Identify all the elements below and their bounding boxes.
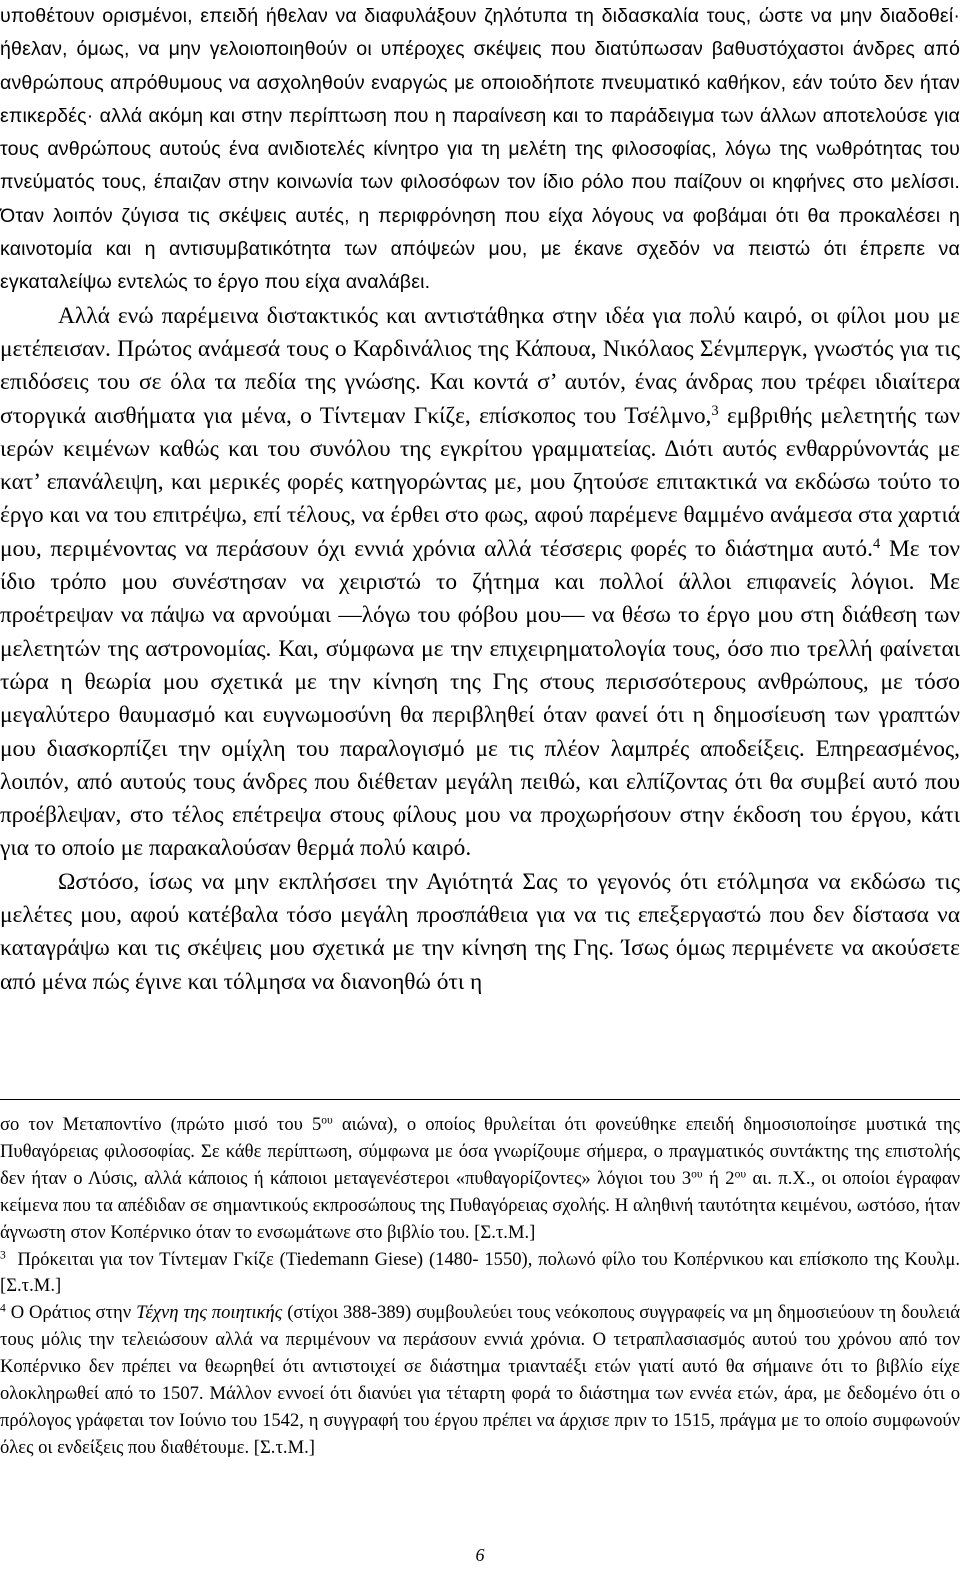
- paragraph-2-part-b: εμβριθής μελετητής των ιερών κειμένων καθώς και του συνόλου της εγκρίτου γραμματείας. Διότι αυτός ενθαρρύνοντάς με κατ’ επανάλειψη, και μερικές φορές κατηγορώντας με, μου ζητούσε επιτακτικά να εκδώσω τούτο το έργο και να του επιτρέψω, επί τέλους, να έρθει στο φως, αφού παρέμενε θαμμένο ανάμεσα στα χαρτιά μου, περιμένοντας να περάσουν όχι εννιά χρόνια αλλά τέσσερις φορές το διάστημα αυτό.: [0, 402, 960, 562]
- paragraph-2-part-c: Με τον ίδιο τρόπο μου συνέστησαν να χειριστώ το ζήτημα και πολλοί άλλοι επιφανείς λόγιοι. Με προέτρεψαν να πάψω να αρνούμαι —λόγω του φόβου μου— να θέσω το έργο μου στη διάθεση των μελετητών της αστρονομίας. Και, σύμφωνα με την επιχειρηματολογία τους, όσο πιο τρελλή φαίνεται τώρα η θεωρία μου σχετικά με την κίνηση της Γης στους περισσότερους ανθρώπους, με τόσο μεγαλύτερο θαυμασμό και ευγνωμοσύνη θα περιβληθεί όταν φανεί ότι η δημοσίευση των γραπτών μου διασκορπίζει την ομίχλη του παραλογισμό με τις πλέον λαμπρές αποδείξεις. Επηρεασμένος, λοιπόν, από αυτούς τους άνδρες που διέθεταν μεγάλη πειθώ, και ελπίζοντας ότι θα συμβεί αυτό που προέβλεψαν, στο τέλος επέτρεψα στους φίλους μου να προχωρήσουν στην έκδοση του έργου, κάτι για το οποίο με παρακαλούσαν θερμά πολύ καιρό.: [0, 535, 960, 862]
- superscript: ου: [734, 1168, 747, 1181]
- footnote-3: [0, 1247, 960, 1301]
- footnote-ref-4[interactable]: 4: [872, 535, 881, 552]
- footnote-continued-text-b: αιώνα), ο οποίος θρυλείται ότι φονεύθηκε επειδή δημοσιοποίησε μυστικά της Πυθαγόρειας φιλοσοφίας. Σε κάθε περίπτωση, σύμφωνα με όσα γνωρίζουμε σήμερα, ο πραγματικός συντάκτης της επιστολής δεν ήταν ο Λύσις, αλλά κάποιος ή κάποιοι μεταγενέστεροι «πυθαγορίζοντες» λόγιοι του 3: [0, 1114, 960, 1189]
- footnote-4: [0, 1300, 960, 1461]
- footnote-continued-text-d: αι. π.Χ., οι οποίοι έγραφαν κείμενα που τα απέδιδαν σε σημαντικούς εκπροσώπους της Πυθαγόρειας σχολής. Η αληθινή ταυτότητα κειμένου, ωστόσο, ήταν άγνωστη στον Κοπέρνικο όταν το ενσωμάτωνε στο βιβλίο του. [Σ.τ.Μ.]: [0, 1167, 960, 1243]
- page-number: 6: [475, 1545, 485, 1565]
- footnote-4-text-b: (στίχοι 388-389) συμβουλεύει τους νεόκοπους συγγραφείς να μη δημοσιεύουν τη δουλειά τους μόλις την τελειώσουν αλλά να περιμένουν να περάσουν εννιά χρόνια. Ο τετραπλασιασμός αυτού του χρόνου από τον Κοπέρνικο δεν πρέπει να θεωρηθεί ότι αντιστοιχεί σε διάστημα τριανταέξι ετών γιατί αυτό θα σήμαινε ότι το βιβλίο είχε ολοκληρωθεί από το 1507. Μάλλον εννοεί ότι διανύει για τέταρτη φορά το διάστημα των εννέα ετών, άρα, με δεδομένο ότι ο πρόλογος γράφεται τον Ιούνιο του 1542, η συγγραφή του έργου πρέπει να άρχισε πριν το 1515, πράγμα με το οποίο συμφωνούν όλες οι ενδείξεις που διαθέτουμε. [Σ.τ.Μ.]: [0, 1302, 960, 1458]
- paragraph-2-part-a: Αλλά ενώ παρέμεινα διστακτικός και αντιστάθηκα στην ιδέα για πολύ καιρό, οι φίλοι μου με μετέπεισαν. Πρώτος ανάμεσά τους ο Καρδινάλιος της Κάπουα, Νικόλαος Σένμπεργκ, γνωστός για τις επιδόσεις του σε όλα τα πεδία της γνώσης. Και κοντά σ’ αυτόν, ένας άνδρας που τρέφει ιδιαίτερα στοργικά αισθήματα για μένα, ο Τίντεμαν Γκίζε, επίσκοπος του Τσέλμνο,: [0, 302, 960, 429]
- superscript: ου: [691, 1168, 703, 1181]
- footnote-ref-3[interactable]: 3: [711, 402, 719, 419]
- footnote-4-text-a: Ο Οράτιος στην: [10, 1302, 132, 1324]
- superscript: ου: [321, 1114, 333, 1127]
- footnote-separator: [0, 1099, 960, 1100]
- footnote-continued-text-a: σο τον Μεταποντίνο (πρώτο μισό του 5: [0, 1114, 322, 1135]
- paragraph-1: υποθέτουν ορισμένοι, επειδή ήθελαν να διαφυλάξουν ζηλότυπα τη διδασκαλία τους, ώστε να μην διαδοθεί· ήθελαν, όμως, να μην γελοιοποιηθούν οι υπέροχες σκέψεις που διατύπωσαν βαθυστόχαστοι άνδρες από ανθρώπους απρόθυμους να ασχοληθούν εναργώς με οποιοδήποτε πνευματικό καθήκον, εάν τούτο δεν ήταν επικερδές· αλλά ακόμη και στην περίπτωση που η παραίνεση και το παράδειγμα των άλλων αποτελούσε για τους ανθρώπους αυτούς ένα ανιδιοτελές κίνητρο για τη μελέτη της φιλοσοφίας, λόγω της νωθρότητας του πνεύματός τους, έπαιζαν στην κοινωνία των φιλοσόφων τον ίδιο ρόλο που παίζουν οι κηφήνες στο μελίσσι. Όταν λοιπόν ζύγισα τις σκέψεις αυτές, η περιφρόνηση που είχα λόγους να φοβάμαι ότι θα προκαλέσει η καινοτομία και η αντισυμβατικότητα των απόψεών μου, με έκανε σχεδόν να πειστώ ότι έπρεπε να εγκαταλείψω εντελώς το έργο που είχα αναλάβει.: [0, 5, 960, 294]
- paragraph-3: Ωστόσο, ίσως να μην εκπλήσσει την Αγιότητά Σας το γεγονός ότι ετόλμησα να εκδώσω τις μελέτες μου, αφού κατέβαλα τόσο μεγάλη προσπάθεια για να τις επεξεργαστώ που δεν δίστασα να καταγράψω και τις σκέψεις μου σχετικά με την κίνηση της Γης. Ίσως όμως περιμένετε να ακούσετε από μένα πώς έγινε και τόλμησα να διανοηθώ ότι η: [0, 868, 960, 995]
- footnote-3-text: Πρόκειται για τον Τίντεμαν Γκίζε (Tiedemann Giese) (1480- 1550), πολωνό φίλο του Κοπέρνικου και επίσκοπο της Κουλμ. [Σ.τ.Μ.]: [0, 1248, 960, 1297]
- footnote-3-number: 3: [0, 1249, 6, 1262]
- footnotes: [0, 1112, 960, 1462]
- footnote-4-work-title: Τέχνη της ποιητικής: [136, 1302, 283, 1324]
- footnote-4-number: 4: [0, 1303, 6, 1316]
- paragraph-2: [0, 300, 960, 866]
- footnote-continued-text-c: ή 2: [709, 1167, 735, 1189]
- footnote-continued: [0, 1112, 960, 1247]
